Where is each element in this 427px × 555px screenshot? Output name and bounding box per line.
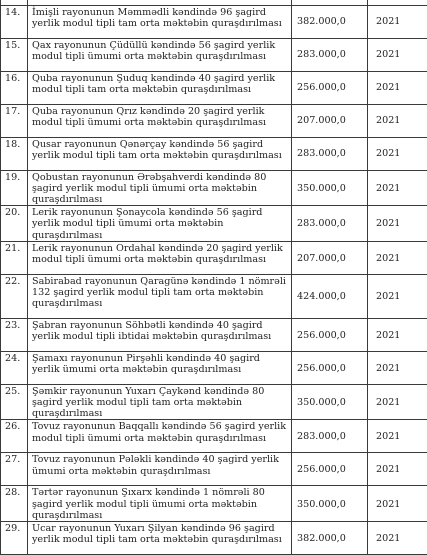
table-row: [1, 38, 427, 71]
row-year: 2021: [368, 318, 427, 351]
row-number: 16.: [1, 71, 28, 104]
table-row: [1, 453, 427, 486]
row-amount: 382.000,0: [292, 5, 368, 38]
row-number: 15.: [1, 38, 28, 71]
row-amount: 256.000,0: [292, 351, 368, 384]
row-amount: 256.000,0: [292, 71, 368, 104]
row-year: 2021: [368, 71, 427, 104]
table-row: [1, 351, 427, 384]
row-year: 2021: [368, 486, 427, 522]
table-row: [1, 241, 427, 274]
table-row: [1, 71, 427, 104]
table-row: [1, 318, 427, 351]
row-description: Qax rayonunun Çüdüllü kəndində 56 şagird yerlik modul tipli ümumi orta məktəbin quraşdırılması: [28, 38, 292, 71]
row-number: 18.: [1, 137, 28, 170]
row-description: Tovuz rayonunun Pələkli kəndində 40 şagird yerlik ümumi orta məktəbin quraşdırılması: [28, 453, 292, 486]
row-year: 2021: [368, 420, 427, 453]
row-amount: 350.000,0: [292, 170, 368, 206]
row-amount: 283.000,0: [292, 38, 368, 71]
row-description: Qusar rayonunun Qənərçay kəndində 56 şagird yerlik modul tipli tam orta məktəbin quraşdırılması: [28, 137, 292, 170]
row-amount: 350.000,0: [292, 384, 368, 420]
row-description: Tovuz rayonunun Baqqallı kəndində 56 şagird yerlik modul tipli ümumi orta məktəbin quraşdırılması: [28, 420, 292, 453]
row-amount: 283.000,0: [292, 137, 368, 170]
table-row: [1, 486, 427, 522]
row-number: 19.: [1, 170, 28, 206]
row-year: 2021: [368, 137, 427, 170]
table-row: [1, 521, 427, 554]
row-number: 26.: [1, 420, 28, 453]
row-number: 22.: [1, 274, 28, 318]
row-year: 2021: [368, 104, 427, 137]
row-number: 17.: [1, 104, 28, 137]
table-row: [1, 170, 427, 206]
row-description: Lerik rayonunun Şonaycola kəndində 56 şagird yerlik modul tipli ümumi orta məktəbin quraşdırılması: [28, 206, 292, 242]
table-row: [1, 420, 427, 453]
row-description: Şabran rayonunun Söhbətli kəndində 40 şagird yerlik modul tipli ibtidai məktəbin quraşdırılması: [28, 318, 292, 351]
row-number: 23.: [1, 318, 28, 351]
row-year: 2021: [368, 453, 427, 486]
row-amount: 424.000,0: [292, 274, 368, 318]
row-number: 20.: [1, 206, 28, 242]
row-year: 2021: [368, 241, 427, 274]
table-row: [1, 5, 427, 38]
row-number: 24.: [1, 351, 28, 384]
table-row: [1, 274, 427, 318]
row-year: 2021: [368, 5, 427, 38]
table-row: [1, 206, 427, 242]
row-description: Şəmkir rayonunun Yuxarı Çaykənd kəndində 80 şagird yerlik modul tipli tam orta məktəbin quraşdırılması: [28, 384, 292, 420]
row-amount: 256.000,0: [292, 318, 368, 351]
row-description: Quba rayonunun Şuduq kəndində 40 şagird yerlik modul tipli tam orta məktəbin quraşdırılması: [28, 71, 292, 104]
row-description: Şamaxı rayonunun Pirşəhli kəndində 40 şagird yerlik ümumi orta məktəbin quraşdırılması: [28, 351, 292, 384]
row-description: Tərtər rayonunun Şıxarx kəndində 1 nömrəli 80 şagird yerlik modul tipli ümumi orta məktəbin quraşdırılması: [28, 486, 292, 522]
row-year: 2021: [368, 274, 427, 318]
row-number: 27.: [1, 453, 28, 486]
row-amount: 382.000,0: [292, 521, 368, 554]
row-number: 21.: [1, 241, 28, 274]
row-year: 2021: [368, 206, 427, 242]
row-description: Ucar rayonunun Yuxarı Şilyan kəndində 96 şagird yerlik modul tipli tam orta məktəbin quraşdırılması: [28, 521, 292, 554]
row-amount: 207.000,0: [292, 104, 368, 137]
row-number: 14.: [1, 5, 28, 38]
row-description: Qobustan rayonunun Ərəbşahverdi kəndində 80 şagird yerlik modul tipli ümumi orta məktəbin quraşdırılması: [28, 170, 292, 206]
row-description: Quba rayonunun Qrız kəndində 20 şagird yerlik modul tipli ümumi orta məktəbin quraşdırılması: [28, 104, 292, 137]
row-year: 2021: [368, 521, 427, 554]
row-description: Lerik rayonunun Ordahal kəndində 20 şagird yerlik modul tipli ümumi orta məktəbin quraşdırılması: [28, 241, 292, 274]
row-amount: 350.000,0: [292, 486, 368, 522]
row-number: 29.: [1, 521, 28, 554]
row-amount: 256.000,0: [292, 453, 368, 486]
row-year: 2021: [368, 351, 427, 384]
row-amount: 207.000,0: [292, 241, 368, 274]
row-number: 25.: [1, 384, 28, 420]
row-amount: 283.000,0: [292, 420, 368, 453]
table-row: [1, 384, 427, 420]
row-amount: 283.000,0: [292, 206, 368, 242]
row-year: 2021: [368, 38, 427, 71]
projects-table-body: [1, 0, 427, 554]
row-description: İmişli rayonunun Məmmədli kəndində 96 şagird yerlik modul tipli tam orta məktəbin quraşdırılması: [28, 5, 292, 38]
row-number: 28.: [1, 486, 28, 522]
row-description: Sabirabad rayonunun Qaragünə kəndində 1 nömrəli 132 şagird yerlik modul tipli tam orta məktəbin quraşdırılması: [28, 274, 292, 318]
table-row: [1, 137, 427, 170]
table-row: [1, 104, 427, 137]
row-year: 2021: [368, 384, 427, 420]
row-year: 2021: [368, 170, 427, 206]
